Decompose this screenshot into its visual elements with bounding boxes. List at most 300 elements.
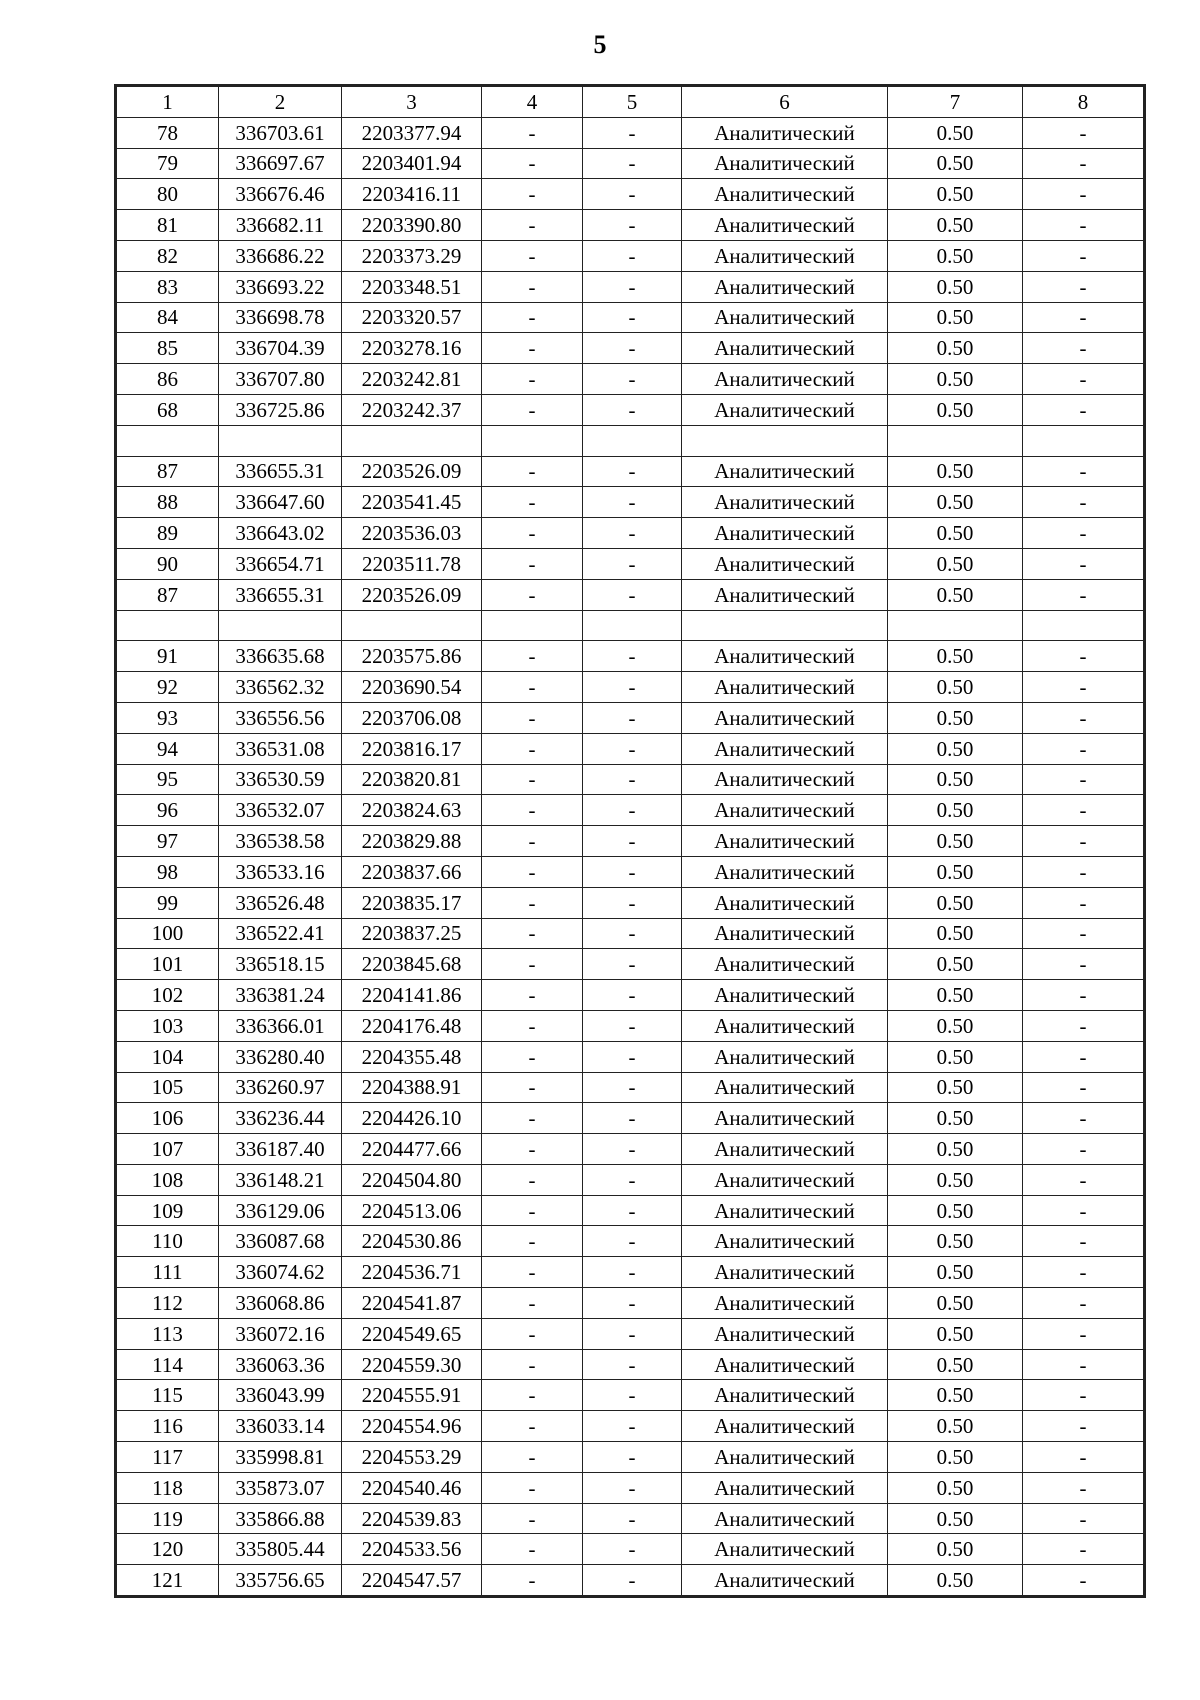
table-cell-col-3: 2204426.10: [342, 1103, 482, 1134]
table-cell-col-2: 336538.58: [219, 826, 342, 857]
table-cell-col-7: 0.50: [888, 1072, 1023, 1103]
table-cell-col-3: 2204176.48: [342, 1010, 482, 1041]
table-cell-col-8: -: [1023, 641, 1144, 672]
table-cell-col-6: Аналитический: [682, 1534, 888, 1565]
table-cell-col-6: Аналитический: [682, 1349, 888, 1380]
table-cell-col-6: Аналитический: [682, 641, 888, 672]
table-cell-col-3: 2204141.86: [342, 980, 482, 1011]
table-cell-col-5: -: [583, 1565, 682, 1596]
table-cell-col-4: -: [482, 240, 583, 271]
table-cell-col-2: 336682.11: [219, 210, 342, 241]
table-cell-col-3: 2203320.57: [342, 302, 482, 333]
table-cell-col-2: 336655.31: [219, 456, 342, 487]
table-cell-col-1: 85: [117, 333, 219, 364]
table-cell-col-5: -: [583, 1349, 682, 1380]
table-cell-col-1: 104: [117, 1041, 219, 1072]
table-cell-col-8: -: [1023, 1503, 1144, 1534]
table-cell-col-3: 2204554.96: [342, 1411, 482, 1442]
table-cell-col-6: Аналитический: [682, 240, 888, 271]
table-cell-col-3: 2203526.09: [342, 456, 482, 487]
table-cell-col-5: -: [583, 702, 682, 733]
table-cell-col-8: -: [1023, 1349, 1144, 1380]
table-cell-col-2: 336643.02: [219, 518, 342, 549]
table-cell-col-8: -: [1023, 1565, 1144, 1596]
table-row: [117, 456, 1144, 487]
table-cell-col-3: 2203536.03: [342, 518, 482, 549]
table-cell-col-5: -: [583, 1472, 682, 1503]
table-cell-col-8: -: [1023, 1195, 1144, 1226]
table-cell-col-5: -: [583, 456, 682, 487]
table-cell-col-7: 0.50: [888, 210, 1023, 241]
table-row: [117, 641, 1144, 672]
table-cell-col-1: 87: [117, 456, 219, 487]
table-cell-col-1: 120: [117, 1534, 219, 1565]
table-cell-col-7: 0.50: [888, 641, 1023, 672]
table-cell-col-2: 336068.86: [219, 1288, 342, 1319]
table-cell-col-2: 336087.68: [219, 1226, 342, 1257]
table-cell-col-8: -: [1023, 364, 1144, 395]
table-cell-col-4: -: [482, 1164, 583, 1195]
table-cell-col-8: -: [1023, 518, 1144, 549]
table-cell-col-1: 105: [117, 1072, 219, 1103]
table-cell-col-5: -: [583, 302, 682, 333]
table-row: [117, 733, 1144, 764]
table-cell-col-3: 2204555.91: [342, 1380, 482, 1411]
table-cell-col-5: -: [583, 733, 682, 764]
table-cell-col-7: 0.50: [888, 1164, 1023, 1195]
table-cell-col-1: 89: [117, 518, 219, 549]
table-cell-col-2: 336698.78: [219, 302, 342, 333]
table-cell-col-4: -: [482, 518, 583, 549]
table-cell-col-6: Аналитический: [682, 1103, 888, 1134]
table-row: [117, 918, 1144, 949]
table-cell-col-8: [1023, 610, 1144, 641]
table-cell-col-8: -: [1023, 1318, 1144, 1349]
table-cell-col-5: -: [583, 364, 682, 395]
table-cell-col-6: Аналитический: [682, 364, 888, 395]
table-cell-col-5: -: [583, 1411, 682, 1442]
table-cell-col-2: 336187.40: [219, 1134, 342, 1165]
table-cell-col-3: 2203348.51: [342, 271, 482, 302]
table-cell-col-2: 336647.60: [219, 487, 342, 518]
table-cell-col-2: 336707.80: [219, 364, 342, 395]
table-cell-col-5: -: [583, 1380, 682, 1411]
table-cell-col-4: -: [482, 949, 583, 980]
table-cell-col-7: 0.50: [888, 1380, 1023, 1411]
table-cell-col-7: 0.50: [888, 333, 1023, 364]
table-cell-col-1: 94: [117, 733, 219, 764]
table-cell-col-4: -: [482, 1503, 583, 1534]
table-cell-col-4: -: [482, 918, 583, 949]
table-cell-col-7: 0.50: [888, 1503, 1023, 1534]
table-cell-col-8: -: [1023, 210, 1144, 241]
table-cell-col-7: 0.50: [888, 1565, 1023, 1596]
table-row: [117, 210, 1144, 241]
table-cell-col-6: Аналитический: [682, 1288, 888, 1319]
table-cell-col-7: 0.50: [888, 271, 1023, 302]
table-cell-col-4: -: [482, 764, 583, 795]
table-cell-col-6: Аналитический: [682, 1411, 888, 1442]
table-cell-col-8: -: [1023, 271, 1144, 302]
table-cell-col-1: 110: [117, 1226, 219, 1257]
table-cell-col-3: 2203575.86: [342, 641, 482, 672]
table-cell-col-4: [482, 610, 583, 641]
table-cell-col-4: -: [482, 733, 583, 764]
column-header-6: 6: [682, 87, 888, 118]
table-cell-col-6: Аналитический: [682, 1195, 888, 1226]
table-cell-col-5: -: [583, 1288, 682, 1319]
table-cell-col-1: 98: [117, 856, 219, 887]
table-header-row: [117, 87, 1144, 118]
column-header-1: 1: [117, 87, 219, 118]
table-cell-col-4: -: [482, 579, 583, 610]
table-cell-col-8: -: [1023, 1380, 1144, 1411]
table-cell-col-6: Аналитический: [682, 117, 888, 148]
table-row: [117, 302, 1144, 333]
table-row: [117, 980, 1144, 1011]
table-row: [117, 1411, 1144, 1442]
table-cell-col-6: Аналитический: [682, 1164, 888, 1195]
table-cell-col-3: 2203541.45: [342, 487, 482, 518]
table-cell-col-4: -: [482, 1565, 583, 1596]
table-cell-col-5: -: [583, 764, 682, 795]
table-cell-col-5: -: [583, 1257, 682, 1288]
table-cell-col-6: Аналитический: [682, 1010, 888, 1041]
table-cell-col-1: 101: [117, 949, 219, 980]
table-cell-col-1: 87: [117, 579, 219, 610]
table-cell-col-7: 0.50: [888, 672, 1023, 703]
table-cell-col-1: 121: [117, 1565, 219, 1596]
table-cell-col-4: -: [482, 641, 583, 672]
table-cell-col-3: 2203377.94: [342, 117, 482, 148]
table-cell-col-8: -: [1023, 826, 1144, 857]
table-cell-col-4: -: [482, 148, 583, 179]
table-cell-col-8: -: [1023, 1103, 1144, 1134]
table-row: [117, 271, 1144, 302]
table-cell-col-7: 0.50: [888, 1103, 1023, 1134]
table-cell-col-2: 336686.22: [219, 240, 342, 271]
table-row: [117, 826, 1144, 857]
table-cell-col-7: 0.50: [888, 949, 1023, 980]
table-cell-col-1: 109: [117, 1195, 219, 1226]
table-cell-col-6: Аналитический: [682, 1257, 888, 1288]
table-row: [117, 1318, 1144, 1349]
table-row: [117, 333, 1144, 364]
table-row: [117, 1195, 1144, 1226]
table-cell-col-7: 0.50: [888, 1318, 1023, 1349]
table-row: [117, 1041, 1144, 1072]
table-cell-col-2: 336676.46: [219, 179, 342, 210]
table-cell-col-6: Аналитический: [682, 456, 888, 487]
table-row: [117, 148, 1144, 179]
table-row: [117, 856, 1144, 887]
table-row: [117, 1134, 1144, 1165]
table-cell-col-5: -: [583, 179, 682, 210]
table-cell-col-2: 336072.16: [219, 1318, 342, 1349]
column-header-4: 4: [482, 87, 583, 118]
table-cell-col-2: 335866.88: [219, 1503, 342, 1534]
table-cell-col-5: -: [583, 518, 682, 549]
table-cell-col-2: 336530.59: [219, 764, 342, 795]
table-cell-col-3: 2204539.83: [342, 1503, 482, 1534]
table-cell-col-2: 336704.39: [219, 333, 342, 364]
table-cell-col-6: Аналитический: [682, 1318, 888, 1349]
table-cell-col-3: 2203401.94: [342, 148, 482, 179]
table-cell-col-1: 86: [117, 364, 219, 395]
table-cell-col-2: 336532.07: [219, 795, 342, 826]
table-cell-col-4: -: [482, 1134, 583, 1165]
table-cell-col-5: -: [583, 856, 682, 887]
table-cell-col-2: 335998.81: [219, 1442, 342, 1473]
table-cell-col-2: [219, 610, 342, 641]
table-cell-col-2: 336522.41: [219, 918, 342, 949]
table-cell-col-1: 78: [117, 117, 219, 148]
table-cell-col-1: 113: [117, 1318, 219, 1349]
table-cell-col-5: -: [583, 1503, 682, 1534]
table-cell-col-1: 91: [117, 641, 219, 672]
table-cell-col-1: 99: [117, 887, 219, 918]
table-cell-col-6: Аналитический: [682, 394, 888, 425]
table-cell-col-3: 2203373.29: [342, 240, 482, 271]
table-cell-col-8: -: [1023, 1472, 1144, 1503]
table-cell-col-7: 0.50: [888, 364, 1023, 395]
table-cell-col-6: [682, 425, 888, 456]
table-cell-col-8: -: [1023, 240, 1144, 271]
table-cell-col-4: -: [482, 1257, 583, 1288]
table-cell-col-4: -: [482, 364, 583, 395]
table-cell-col-6: Аналитический: [682, 271, 888, 302]
table-cell-col-4: -: [482, 1349, 583, 1380]
table-cell-col-1: 95: [117, 764, 219, 795]
table-cell-col-2: 336703.61: [219, 117, 342, 148]
table-cell-col-8: -: [1023, 1411, 1144, 1442]
table-row: [117, 1226, 1144, 1257]
table-cell-col-5: -: [583, 1442, 682, 1473]
table-cell-col-4: -: [482, 826, 583, 857]
table-cell-col-7: 0.50: [888, 456, 1023, 487]
column-header-3: 3: [342, 87, 482, 118]
table-cell-col-4: [482, 425, 583, 456]
table-cell-col-8: -: [1023, 333, 1144, 364]
table-cell-col-7: [888, 610, 1023, 641]
table-cell-col-4: -: [482, 302, 583, 333]
table-cell-col-4: -: [482, 672, 583, 703]
table-cell-col-6: Аналитический: [682, 980, 888, 1011]
table-cell-col-4: -: [482, 271, 583, 302]
table-cell-col-5: -: [583, 148, 682, 179]
page-number: 5: [593, 30, 607, 59]
table-body: [117, 117, 1144, 1595]
table-cell-col-6: Аналитический: [682, 333, 888, 364]
table-cell-col-7: 0.50: [888, 548, 1023, 579]
table-cell-col-8: -: [1023, 1442, 1144, 1473]
table-cell-col-7: 0.50: [888, 1041, 1023, 1072]
table-cell-col-8: -: [1023, 1072, 1144, 1103]
table-cell-col-4: -: [482, 1103, 583, 1134]
table-cell-col-6: Аналитический: [682, 1442, 888, 1473]
table-cell-col-1: 103: [117, 1010, 219, 1041]
table-cell-col-4: -: [482, 487, 583, 518]
table-cell-col-1: 80: [117, 179, 219, 210]
table-cell-col-1: 90: [117, 548, 219, 579]
table-cell-col-8: -: [1023, 1010, 1144, 1041]
table-row: [117, 887, 1144, 918]
table-cell-col-3: 2204549.65: [342, 1318, 482, 1349]
table-row: [117, 1565, 1144, 1596]
table-cell-col-4: -: [482, 1041, 583, 1072]
table-cell-col-1: 106: [117, 1103, 219, 1134]
table-cell-col-8: -: [1023, 394, 1144, 425]
table-cell-col-3: 2203278.16: [342, 333, 482, 364]
table-cell-col-3: 2204536.71: [342, 1257, 482, 1288]
table-cell-col-2: 336693.22: [219, 271, 342, 302]
table-cell-col-3: 2203390.80: [342, 210, 482, 241]
table-cell-col-2: 336533.16: [219, 856, 342, 887]
table-cell-col-1: 115: [117, 1380, 219, 1411]
table-cell-col-8: -: [1023, 918, 1144, 949]
table-cell-col-3: 2203835.17: [342, 887, 482, 918]
table-row: [117, 487, 1144, 518]
table-cell-col-8: -: [1023, 1134, 1144, 1165]
table-cell-col-2: 335805.44: [219, 1534, 342, 1565]
column-header-5: 5: [583, 87, 682, 118]
table-cell-col-7: 0.50: [888, 856, 1023, 887]
table-cell-col-1: 119: [117, 1503, 219, 1534]
table-cell-col-5: -: [583, 826, 682, 857]
table-cell-col-2: 336531.08: [219, 733, 342, 764]
table-cell-col-8: -: [1023, 179, 1144, 210]
table-cell-col-7: [888, 425, 1023, 456]
table-row: [117, 795, 1144, 826]
table-cell-col-8: -: [1023, 949, 1144, 980]
table-cell-col-1: 88: [117, 487, 219, 518]
table-cell-col-1: [117, 425, 219, 456]
table-cell-col-3: [342, 425, 482, 456]
table-cell-col-2: 336280.40: [219, 1041, 342, 1072]
table-cell-col-4: -: [482, 394, 583, 425]
table-cell-col-2: 335873.07: [219, 1472, 342, 1503]
table-cell-col-8: -: [1023, 1257, 1144, 1288]
table-cell-col-5: -: [583, 210, 682, 241]
table-cell-col-7: 0.50: [888, 918, 1023, 949]
table-cell-col-5: -: [583, 1195, 682, 1226]
table-cell-col-6: Аналитический: [682, 1565, 888, 1596]
table-row: [117, 1072, 1144, 1103]
table-cell-col-8: -: [1023, 795, 1144, 826]
table-cell-col-4: -: [482, 1072, 583, 1103]
table-cell-col-4: -: [482, 887, 583, 918]
table-cell-col-1: 118: [117, 1472, 219, 1503]
table-cell-col-5: [583, 610, 682, 641]
table-row: [117, 1288, 1144, 1319]
table-cell-col-4: -: [482, 548, 583, 579]
separator-row: [117, 425, 1144, 456]
table-cell-col-1: 116: [117, 1411, 219, 1442]
table-row: [117, 518, 1144, 549]
table-cell-col-1: 114: [117, 1349, 219, 1380]
table-cell-col-1: 108: [117, 1164, 219, 1195]
table-cell-col-5: -: [583, 1164, 682, 1195]
table-cell-col-5: -: [583, 487, 682, 518]
table-cell-col-3: 2203816.17: [342, 733, 482, 764]
table-cell-col-4: -: [482, 795, 583, 826]
table-cell-col-7: 0.50: [888, 1411, 1023, 1442]
table-cell-col-4: -: [482, 1195, 583, 1226]
table-cell-col-1: 96: [117, 795, 219, 826]
table-row: [117, 1534, 1144, 1565]
table-cell-col-7: 0.50: [888, 179, 1023, 210]
table-cell-col-1: 97: [117, 826, 219, 857]
table-cell-col-5: -: [583, 333, 682, 364]
table-cell-col-3: 2204530.86: [342, 1226, 482, 1257]
table-cell-col-7: 0.50: [888, 394, 1023, 425]
table-cell-col-5: -: [583, 394, 682, 425]
table-cell-col-2: 336518.15: [219, 949, 342, 980]
table-cell-col-2: 336556.56: [219, 702, 342, 733]
column-header-7: 7: [888, 87, 1023, 118]
table-cell-col-3: 2203706.08: [342, 702, 482, 733]
table-cell-col-3: 2203837.66: [342, 856, 482, 887]
table-cell-col-6: Аналитический: [682, 856, 888, 887]
table-cell-col-3: 2203824.63: [342, 795, 482, 826]
table-cell-col-1: 82: [117, 240, 219, 271]
table-row: [117, 1010, 1144, 1041]
table-cell-col-8: -: [1023, 980, 1144, 1011]
table-cell-col-1: 112: [117, 1288, 219, 1319]
table-cell-col-4: -: [482, 179, 583, 210]
table-cell-col-3: 2203242.81: [342, 364, 482, 395]
table-cell-col-6: Аналитический: [682, 487, 888, 518]
table-cell-col-7: 0.50: [888, 887, 1023, 918]
table-cell-col-3: 2203526.09: [342, 579, 482, 610]
table-cell-col-5: -: [583, 579, 682, 610]
table-cell-col-5: -: [583, 672, 682, 703]
table-cell-col-2: 336654.71: [219, 548, 342, 579]
table-cell-col-8: -: [1023, 856, 1144, 887]
table-cell-col-8: -: [1023, 1041, 1144, 1072]
table-cell-col-2: 336697.67: [219, 148, 342, 179]
table-cell-col-3: 2204547.57: [342, 1565, 482, 1596]
table-cell-col-6: Аналитический: [682, 1503, 888, 1534]
table-cell-col-5: -: [583, 795, 682, 826]
table-cell-col-3: 2204559.30: [342, 1349, 482, 1380]
table-row: [117, 1503, 1144, 1534]
table-cell-col-5: -: [583, 949, 682, 980]
table-cell-col-4: -: [482, 210, 583, 241]
table-row: [117, 579, 1144, 610]
table-row: [117, 240, 1144, 271]
table-cell-col-1: 100: [117, 918, 219, 949]
table-cell-col-2: 336074.62: [219, 1257, 342, 1288]
table-cell-col-7: 0.50: [888, 1442, 1023, 1473]
table-cell-col-2: 336366.01: [219, 1010, 342, 1041]
table-cell-col-8: -: [1023, 733, 1144, 764]
table-cell-col-7: 0.50: [888, 733, 1023, 764]
table-cell-col-6: Аналитический: [682, 887, 888, 918]
table-row: [117, 672, 1144, 703]
table-cell-col-6: Аналитический: [682, 1226, 888, 1257]
table-cell-col-7: 0.50: [888, 1134, 1023, 1165]
table-cell-col-2: 336043.99: [219, 1380, 342, 1411]
table-cell-col-8: -: [1023, 1534, 1144, 1565]
table-cell-col-5: -: [583, 641, 682, 672]
table-cell-col-8: -: [1023, 117, 1144, 148]
table-cell-col-5: -: [583, 918, 682, 949]
table-cell-col-5: -: [583, 1072, 682, 1103]
table-row: [117, 1164, 1144, 1195]
table-cell-col-6: Аналитический: [682, 548, 888, 579]
table-cell-col-6: Аналитический: [682, 949, 888, 980]
